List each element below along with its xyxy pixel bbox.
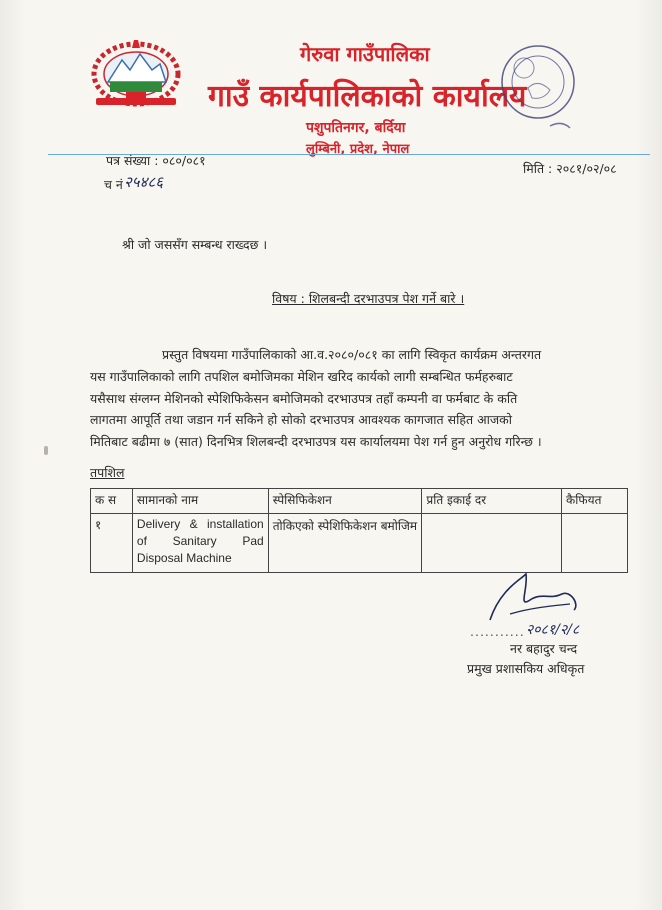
cell-remarks	[562, 514, 628, 573]
dispatch-number: २५४८६	[124, 173, 164, 191]
table-header-row	[91, 489, 628, 514]
letter-reference-number: पत्र संख्या : ०८०/०८१	[106, 153, 206, 168]
signatory-name: नर बहादुर चन्द	[510, 641, 578, 656]
table-row	[91, 514, 628, 573]
office-seal-icon	[488, 38, 588, 138]
body-line: मितिबाट बढीमा ७ (सात) दिनभित्र शिलबन्दी दरभाउपत्र यस कार्यालयमा पेश गर्न हुन अनुरोध गरिन्छ ।	[90, 434, 542, 450]
cell-serial: १	[91, 514, 133, 573]
table-caption: तपशिल	[90, 465, 125, 480]
col-serial: क स	[91, 489, 133, 514]
cell-unit-rate	[422, 514, 562, 573]
body-line: यस गाउँपालिकाको लागि तपशिल बमोजिमका मेशिन खरिद कार्यको लागी सम्बन्धित फर्महरुबाट	[90, 368, 513, 384]
body-line: प्रस्तुत विषयमा गाउँपालिकाको आ.व.२०८०/०८१ का लागि स्विकृत कार्यक्रम अन्तरगत	[162, 347, 542, 362]
cell-specification: तोकिएको स्पेशिफिकेशन बमोजिम	[268, 514, 422, 573]
body-line: लागतमा आपूर्ति तथा जडान गर्न सकिने हो सोको दरभाउपत्र आवश्यक कागजात सहित आजको	[90, 412, 512, 428]
letter-body	[90, 344, 630, 453]
scan-speck	[44, 446, 48, 455]
letter-date: मिति : २०८१/०२/०८	[523, 161, 617, 176]
municipality-name: गेरुवा गाउँपालिका	[300, 42, 430, 66]
cell-item-name: Delivery & installation of Sanitary Pad Disposal Machine	[132, 514, 268, 573]
col-remarks: कैफियत	[562, 489, 628, 514]
details-table	[90, 488, 628, 573]
signature-date: २०८१/२/८	[526, 622, 580, 638]
signatory-title: प्रमुख प्रशासकिय अधिकृत	[467, 661, 585, 676]
dispatch-label: च नं	[104, 177, 123, 192]
body-line: यसैसाथ संग्लग्न मेशिनको स्पेशिफिकेसन बमोजिमको दरभाउपत्र तहाँ कम्पनी वा फर्मबाट के कति	[90, 390, 518, 406]
addressee: श्री जो जससँग सम्बन्ध राख्दछ ।	[122, 237, 268, 252]
col-unit-rate: प्रति इकाई दर	[422, 489, 562, 514]
letter-subject: विषय : शिलबन्दी दरभाउपत्र पेश गर्ने बारे ।	[272, 291, 465, 306]
signature-line: ...........	[470, 624, 525, 639]
col-item-name: सामानको नाम	[132, 489, 268, 514]
office-name: गाउँ कार्यपालिकाको कार्यालय	[208, 79, 527, 114]
office-place: पशुपतिनगर, बर्दिया	[306, 120, 406, 136]
nepal-emblem-icon	[90, 36, 182, 108]
col-specification: स्पेसिफिकेशन	[268, 489, 422, 514]
office-province: लुम्बिनी, प्रदेश, नेपाल	[306, 142, 410, 157]
